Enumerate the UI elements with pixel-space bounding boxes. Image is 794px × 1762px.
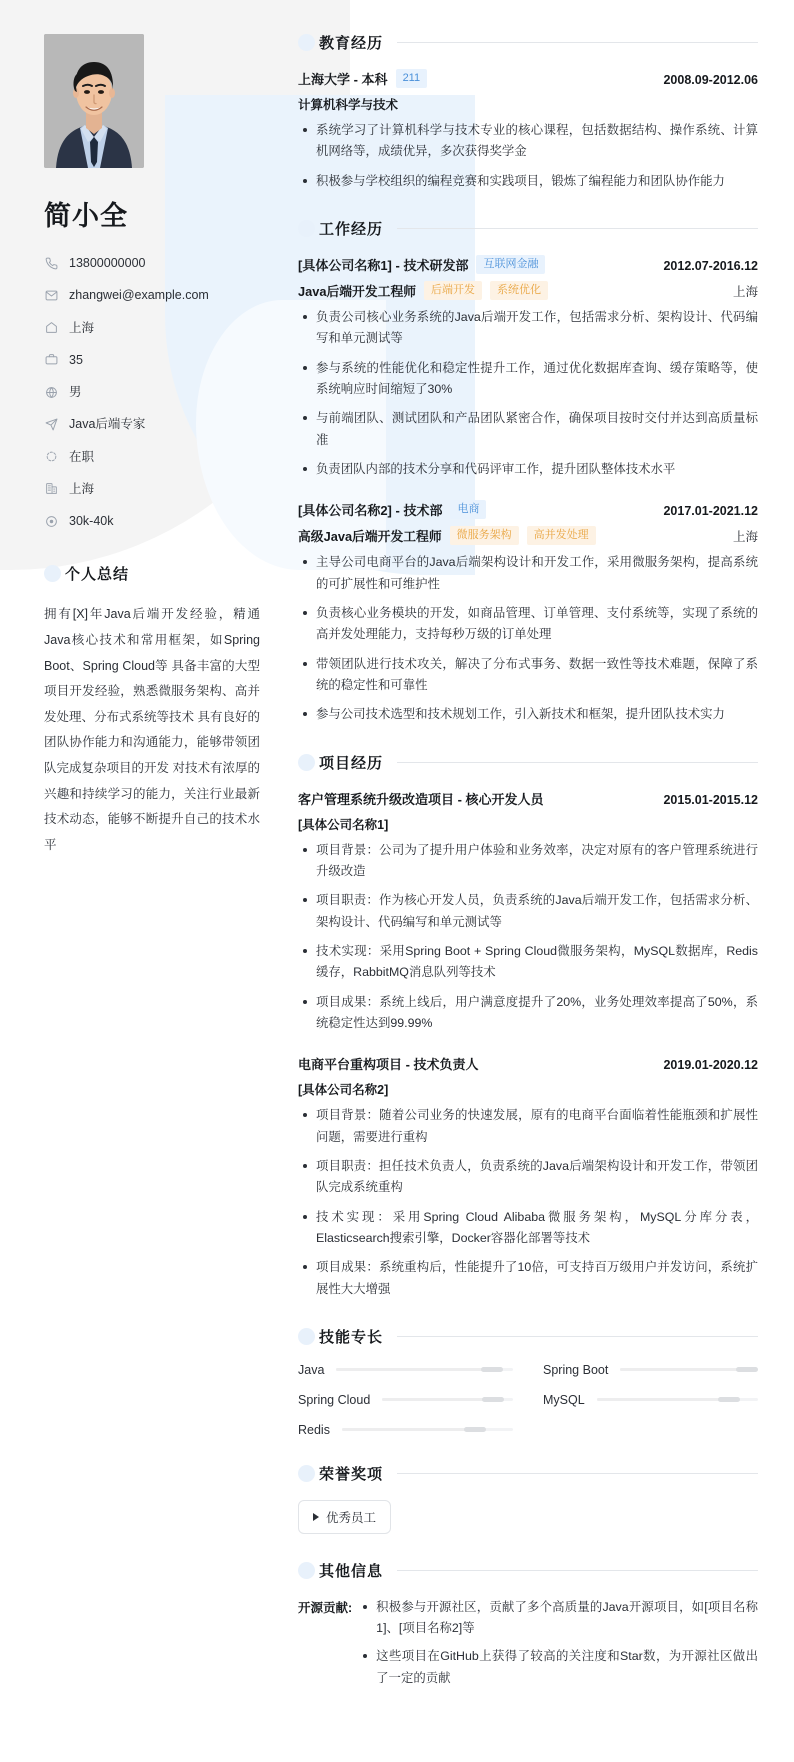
work-location: 上海 bbox=[732, 530, 758, 545]
skill-progress-knob bbox=[464, 1427, 486, 1432]
skill-progress-bar bbox=[342, 1428, 513, 1431]
other-info-body bbox=[358, 1597, 758, 1696]
skill-progress-knob bbox=[481, 1367, 503, 1372]
section-honors bbox=[298, 1463, 758, 1534]
list-item: 技术实现：采用Spring Cloud Alibaba微服务架构，MySQL分库分表，Elasticsearch搜索引擎，Docker容器化部署等技术 bbox=[298, 1207, 758, 1250]
envelope-icon bbox=[44, 288, 59, 303]
entry-header bbox=[298, 500, 758, 519]
contact-value: zhangwei@example.com bbox=[69, 288, 209, 303]
list-item: 积极参与学校组织的编程竞赛和实践项目，锻炼了编程能力和团队协作能力 bbox=[298, 171, 758, 192]
contact-value: Java后端专家 bbox=[69, 417, 146, 432]
salary-icon bbox=[44, 514, 59, 529]
education-date: 2008.09-2012.06 bbox=[663, 73, 758, 87]
section-title: 荣誉奖项 bbox=[319, 1465, 384, 1483]
entry-subheader bbox=[298, 526, 758, 545]
section-title: 其他信息 bbox=[319, 1562, 384, 1580]
education-major: 计算机科学与技术 bbox=[298, 98, 399, 112]
skill-item bbox=[298, 1393, 513, 1407]
project-date: 2019.01-2020.12 bbox=[663, 1058, 758, 1073]
list-item: 这些项目在GitHub上获得了较高的关注度和Star数，为开源社区做出了一定的贡献 bbox=[358, 1646, 758, 1689]
page-title: 简小全 bbox=[44, 201, 128, 231]
skill-progress-fill bbox=[382, 1398, 493, 1401]
section-divider bbox=[397, 42, 758, 43]
section-header bbox=[298, 218, 758, 239]
work-skill-tag: 系统优化 bbox=[490, 281, 548, 300]
section-divider bbox=[397, 228, 758, 229]
contact-item-email bbox=[44, 287, 260, 303]
project-company: [具体公司名称1] bbox=[298, 817, 389, 832]
work-date: 2012.07-2016.12 bbox=[663, 258, 758, 273]
project-name: 电商平台重构项目 - 技术负责人 bbox=[298, 1057, 479, 1073]
list-item: 带领团队进行技术攻关，解决了分布式事务、数据一致性等技术难题，保障了系统的稳定性和可靠性 bbox=[298, 654, 758, 697]
skill-label: MySQL bbox=[543, 1392, 585, 1407]
skill-progress-knob bbox=[482, 1397, 504, 1402]
skill-progress-fill bbox=[342, 1428, 475, 1431]
play-triangle-icon bbox=[313, 1513, 319, 1521]
avatar-photo bbox=[44, 34, 144, 168]
section-title: 工作经历 bbox=[319, 220, 384, 238]
skill-item bbox=[298, 1423, 513, 1437]
work-bullets bbox=[298, 552, 758, 725]
contact-value: 30k-40k bbox=[69, 514, 114, 528]
contact-list bbox=[44, 255, 260, 529]
contact-value: 上海 bbox=[69, 481, 95, 496]
other-info-label: 开源贡献: bbox=[298, 1600, 353, 1615]
work-skill-tag: 微服务架构 bbox=[450, 526, 519, 545]
skill-progress-fill bbox=[597, 1398, 729, 1401]
work-industry-tag: 电商 bbox=[450, 500, 486, 519]
list-item: 参与系统的性能优化和稳定性提升工作，通过优化数据库查询、缓存策略等，使系统响应时间缩短了30% bbox=[298, 358, 758, 401]
work-role: Java后端开发工程师 bbox=[298, 283, 417, 299]
contact-item-age bbox=[44, 352, 260, 368]
entry-subheader bbox=[298, 281, 758, 300]
list-item: 主导公司电商平台的Java后端架构设计和开发工作，采用微服务架构，提高系统的可扩展性和可维护性 bbox=[298, 552, 758, 595]
entry-header bbox=[298, 255, 758, 274]
list-item: 项目背景：随着公司业务的快速发展，原有的电商平台面临着性能瓶颈和扩展性问题，需要进行重构 bbox=[298, 1105, 758, 1148]
skill-label: Spring Cloud bbox=[298, 1392, 371, 1407]
skill-item bbox=[298, 1363, 513, 1377]
section-header bbox=[298, 752, 758, 773]
skill-progress-bar bbox=[336, 1368, 513, 1371]
contact-item-phone bbox=[44, 255, 260, 271]
phone-icon bbox=[44, 256, 59, 271]
skill-progress-bar bbox=[382, 1398, 513, 1401]
list-item: 技术实现：采用Spring Boot + Spring Cloud微服务架构，MySQL数据库，Redis缓存，RabbitMQ消息队列等技术 bbox=[298, 941, 758, 984]
section-header bbox=[298, 32, 758, 53]
section-divider bbox=[397, 1336, 758, 1337]
skills-grid bbox=[298, 1363, 758, 1437]
contact-item-salary bbox=[44, 513, 260, 529]
section-divider bbox=[397, 1473, 758, 1474]
contact-value: 在职 bbox=[69, 449, 95, 464]
section-divider bbox=[397, 762, 758, 763]
list-item: 负责公司核心业务系统的Java后端开发工作，包括需求分析、架构设计、代码编写和单元测试等 bbox=[298, 307, 758, 350]
list-item: 与前端团队、测试团队和产品团队紧密合作，确保项目按时交付并达到高质量标准 bbox=[298, 408, 758, 451]
contact-item-position bbox=[44, 416, 260, 432]
gender-icon bbox=[44, 385, 59, 400]
section-divider bbox=[397, 1570, 758, 1571]
section-work bbox=[298, 218, 758, 726]
briefcase-icon bbox=[44, 352, 59, 367]
avatar bbox=[44, 34, 144, 168]
work-entry bbox=[298, 500, 758, 725]
list-item: 项目成果：系统重构后，性能提升了10倍，可支持百万级用户并发访问，系统扩展性大大增强 bbox=[298, 1257, 758, 1300]
paper-plane-icon bbox=[44, 417, 59, 432]
project-company: [具体公司名称2] bbox=[298, 1083, 389, 1098]
contact-value: 上海 bbox=[69, 320, 95, 335]
section-header bbox=[44, 563, 260, 584]
contact-value: 13800000000 bbox=[69, 256, 146, 270]
section-header bbox=[298, 1326, 758, 1347]
work-entry bbox=[298, 255, 758, 480]
skill-progress-knob bbox=[736, 1367, 758, 1372]
list-item: 项目背景：公司为了提升用户体验和业务效率，决定对原有的客户管理系统进行升级改造 bbox=[298, 840, 758, 883]
section-education bbox=[298, 32, 758, 192]
contact-value: 男 bbox=[69, 385, 82, 399]
section-title: 技能专长 bbox=[319, 1328, 384, 1346]
skill-label: Java bbox=[298, 1362, 325, 1377]
contact-item-city bbox=[44, 481, 260, 497]
project-name: 客户管理系统升级改造项目 - 核心开发人员 bbox=[298, 791, 544, 807]
section-title: 教育经历 bbox=[319, 35, 384, 52]
skill-progress-knob bbox=[718, 1397, 740, 1402]
work-role: 高级Java后端开发工程师 bbox=[298, 529, 442, 545]
skill-item bbox=[543, 1393, 758, 1407]
education-tag: 211 bbox=[396, 69, 428, 88]
honor-label: 优秀员工 bbox=[326, 1510, 377, 1525]
skill-label: Spring Boot bbox=[543, 1362, 609, 1377]
entry-header bbox=[298, 789, 758, 808]
other-info-row bbox=[298, 1597, 758, 1696]
skill-progress-bar bbox=[620, 1368, 758, 1371]
work-skill-tag: 后端开发 bbox=[424, 281, 482, 300]
work-company: [具体公司名称2] - 技术部 bbox=[298, 503, 443, 519]
list-item: 负责团队内部的技术分享和代码评审工作，提升团队整体技术水平 bbox=[298, 459, 758, 480]
contact-item-gender bbox=[44, 384, 260, 400]
project-bullets bbox=[298, 1105, 758, 1300]
section-skills bbox=[298, 1326, 758, 1437]
section-other-info bbox=[298, 1560, 758, 1696]
skill-progress-fill bbox=[336, 1368, 491, 1371]
skill-progress-fill bbox=[620, 1368, 747, 1371]
main-content bbox=[290, 0, 794, 1762]
work-company: [具体公司名称1] - 技术研发部 bbox=[298, 257, 469, 273]
work-location: 上海 bbox=[732, 284, 758, 299]
education-bullets bbox=[298, 120, 758, 192]
project-entry bbox=[298, 1054, 758, 1300]
list-item: 系统学习了计算机科学与技术专业的核心课程，包括数据结构、操作系统、计算机网络等，成绩优异，多次获得奖学金 bbox=[298, 120, 758, 163]
list-item: 参与公司技术选型和技术规划工作，引入新技术和框架，提升团队技术实力 bbox=[298, 704, 758, 725]
work-skill-tag: 高并发处理 bbox=[527, 526, 596, 545]
contact-value: 35 bbox=[69, 352, 83, 367]
summary-text: 拥有[X]年Java后端开发经验，精通Java核心技术和常用框架，如Spring Boot、Spring Cloud等 具备丰富的大型项目开发经验，熟悉微服务架构、高并发处理、分布式系统等技术 具有良好的团队协作能力和沟通能力，能够带领团队完成复杂项目的开发 对技术有浓厚的兴趣和持续学习的能力，关注行业最新技术动态，能够不断提升自己的技术水平 bbox=[44, 607, 260, 852]
skill-item bbox=[543, 1363, 758, 1377]
entry-header bbox=[298, 69, 758, 88]
list-item: 项目职责：作为核心开发人员，负责系统的Java后端开发工作，包括需求分析、架构设计、代码编写和单元测试等 bbox=[298, 890, 758, 933]
education-entry bbox=[298, 69, 758, 192]
contact-item-hometown bbox=[44, 320, 260, 336]
section-header bbox=[298, 1463, 758, 1484]
status-icon bbox=[44, 449, 59, 464]
building-icon bbox=[44, 481, 59, 496]
work-date: 2017.01-2021.12 bbox=[663, 504, 758, 519]
section-header bbox=[298, 1560, 758, 1581]
honor-chip[interactable] bbox=[298, 1500, 391, 1534]
honors-list bbox=[298, 1500, 758, 1534]
section-title: 个人总结 bbox=[65, 566, 130, 584]
section-title: 项目经历 bbox=[319, 754, 384, 772]
list-item: 积极参与开源社区，贡献了多个高质量的Java开源项目，如[项目名称1]、[项目名称2]等 bbox=[358, 1597, 758, 1640]
project-entry bbox=[298, 789, 758, 1035]
sidebar bbox=[0, 0, 290, 899]
list-item: 负责核心业务模块的开发，如商品管理、订单管理、支付系统等，实现了系统的高并发处理能力，支持每秒万级的订单处理 bbox=[298, 603, 758, 646]
home-icon bbox=[44, 320, 59, 335]
project-date: 2015.01-2015.12 bbox=[663, 792, 758, 807]
contact-item-status bbox=[44, 449, 260, 465]
skill-progress-bar bbox=[597, 1398, 758, 1401]
entry-header bbox=[298, 1054, 758, 1073]
other-info-bullets bbox=[358, 1597, 758, 1689]
project-bullets bbox=[298, 840, 758, 1035]
section-summary bbox=[44, 563, 260, 858]
work-bullets bbox=[298, 307, 758, 480]
list-item: 项目职责：担任技术负责人，负责系统的Java后端架构设计和开发工作，带领团队完成系统重构 bbox=[298, 1156, 758, 1199]
section-projects bbox=[298, 752, 758, 1300]
skill-label: Redis bbox=[298, 1422, 330, 1437]
work-industry-tag: 互联网金融 bbox=[476, 255, 545, 274]
list-item: 项目成果：系统上线后，用户满意度提升了20%，业务处理效率提高了50%，系统稳定性达到99.99% bbox=[298, 992, 758, 1035]
education-school: 上海大学 - 本科 bbox=[298, 72, 388, 87]
